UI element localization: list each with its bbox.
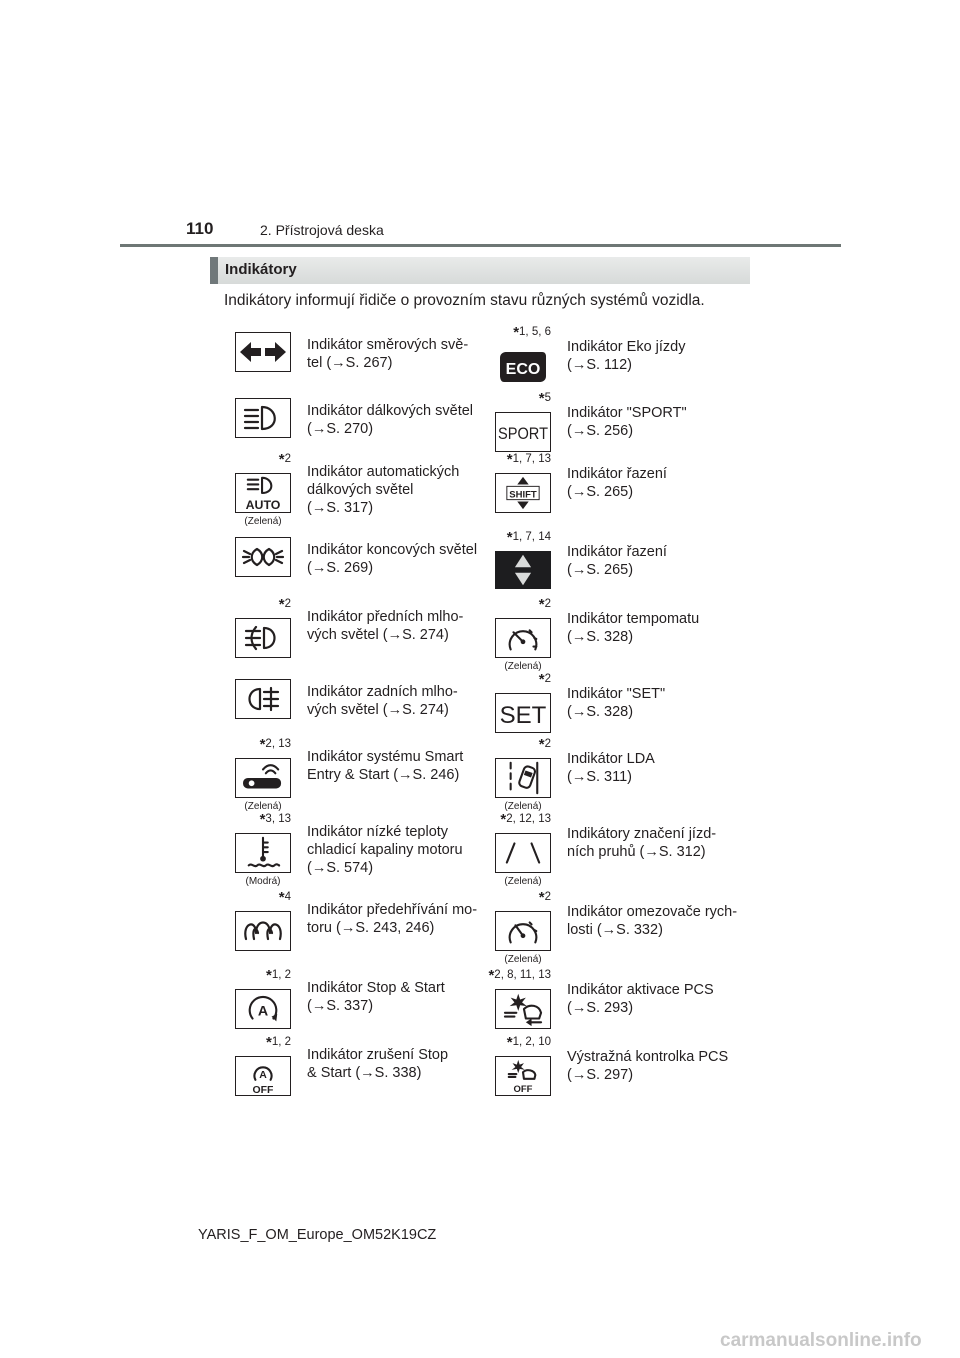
description-line: ních pruhů (→S. 312) xyxy=(567,844,706,860)
description-line: Indikátor předehřívání mo- xyxy=(307,902,478,918)
footnote-ref xyxy=(539,887,551,904)
description-line: Indikátor řazení xyxy=(567,466,667,482)
footnote-star: * xyxy=(265,1034,272,1051)
indicator-description xyxy=(307,823,463,877)
svg-text:ECO: ECO xyxy=(505,361,541,378)
description-line: Entry & Start (→S. 246) xyxy=(307,767,460,783)
footnote-numbers: 2, 8, 11, 13 xyxy=(494,969,551,981)
chapter-title: 2. Přístrojová deska xyxy=(260,222,384,238)
indicator-description xyxy=(567,465,667,501)
shift-icon xyxy=(495,473,551,513)
description-line: toru (→S. 243, 246) xyxy=(307,920,435,936)
description-line: Indikátor řazení xyxy=(567,544,667,560)
indicator-color-note: (Zelená) xyxy=(504,876,542,887)
footnote-ref xyxy=(539,734,551,751)
pcs-icon xyxy=(495,989,551,1029)
description-line: & Start (→S. 338) xyxy=(307,1065,422,1081)
high-beam-icon xyxy=(235,398,291,438)
footnote-ref xyxy=(266,965,291,982)
footnote-star: * xyxy=(259,736,266,753)
description-line: Indikátor Stop & Start xyxy=(307,980,445,996)
description-line: Indikátor omezovače rych- xyxy=(567,904,738,920)
stop-start-off-icon xyxy=(235,1056,291,1096)
footnote-numbers: 1, 5, 6 xyxy=(519,326,551,338)
footnote-ref xyxy=(500,809,551,826)
footnote-star: * xyxy=(538,390,545,407)
smart-entry-icon xyxy=(235,758,291,798)
footnote-ref xyxy=(260,809,291,826)
footnote-star: * xyxy=(259,811,266,828)
indicator-description xyxy=(307,1046,448,1082)
indicator-description xyxy=(567,338,685,374)
lda-icon xyxy=(495,758,551,798)
footnote-numbers: 5 xyxy=(544,392,551,404)
footnote-numbers: 1, 2 xyxy=(271,969,291,981)
footnote-star: * xyxy=(538,671,545,688)
footnote-star: * xyxy=(278,596,285,613)
footnote-numbers: 2 xyxy=(544,891,551,903)
footnote-ref xyxy=(279,887,291,904)
footnote-ref xyxy=(539,594,551,611)
turn-signal-icon xyxy=(235,332,291,372)
footnote-numbers: 2, 12, 13 xyxy=(506,813,551,825)
description-line: Indikátor "SET" xyxy=(567,686,666,702)
description-line: (→S. 297) xyxy=(567,1067,634,1083)
set-icon xyxy=(495,693,551,733)
footnote-star: * xyxy=(538,596,545,613)
description-line: dálkových světel xyxy=(307,482,414,498)
footnote-star: * xyxy=(506,451,513,468)
description-line: (→S. 112) xyxy=(567,357,633,373)
footnote-ref xyxy=(279,449,291,466)
indicator-description xyxy=(307,336,468,372)
description-line: Indikátor nízké teploty xyxy=(307,824,449,840)
footnote-numbers: 2, 13 xyxy=(265,738,291,750)
footnote-ref xyxy=(507,449,551,466)
description-line: (→S. 269) xyxy=(307,560,374,576)
description-line: Indikátory značení jízd- xyxy=(567,826,717,842)
footnote-numbers: 1, 7, 14 xyxy=(512,531,551,543)
pcs-warning-icon xyxy=(495,1056,551,1096)
svg-text:A: A xyxy=(259,1069,267,1081)
speed-limiter-icon xyxy=(495,911,551,951)
description-line: Indikátor tempomatu xyxy=(567,611,700,627)
low-coolant-temp-icon xyxy=(235,833,291,873)
indicator-color-note: (Zelená) xyxy=(504,801,542,812)
stop-start-icon xyxy=(235,989,291,1029)
tail-light-icon xyxy=(235,537,291,577)
description-line: chladicí kapaliny motoru xyxy=(307,842,463,858)
description-line: Indikátor Eko jízdy xyxy=(567,339,686,355)
svg-text:A: A xyxy=(257,1003,269,1020)
indicator-description xyxy=(567,981,714,1017)
svg-text:SET: SET xyxy=(499,702,547,729)
indicator-description xyxy=(567,404,687,440)
glow-plug-icon xyxy=(235,911,291,951)
footnote-star: * xyxy=(278,889,285,906)
indicator-description xyxy=(567,825,716,861)
footnote-numbers: 1, 2 xyxy=(271,1036,291,1048)
cruise-control-icon xyxy=(495,618,551,658)
indicator-color-note: (Zelená) xyxy=(504,954,542,965)
footnote-star: * xyxy=(538,889,545,906)
indicator-description xyxy=(307,901,477,937)
description-line: (→S. 328) xyxy=(567,704,634,720)
svg-text:OFF: OFF xyxy=(513,1084,533,1096)
description-line: (→S. 256) xyxy=(567,423,634,439)
eco-icon xyxy=(495,346,551,386)
sport-icon xyxy=(495,412,551,452)
footnote-ref xyxy=(507,527,551,544)
section-heading-marker xyxy=(210,257,218,284)
auto-high-beam-icon xyxy=(235,473,291,513)
description-line: (→S. 293) xyxy=(567,1000,634,1016)
shift-arrows-icon xyxy=(495,551,551,589)
document-footer: YARIS_F_OM_Europe_OM52K19CZ xyxy=(198,1227,437,1243)
footnote-ref xyxy=(279,594,291,611)
description-line: Indikátor automatických xyxy=(307,464,460,480)
footnote-star: * xyxy=(506,1034,513,1051)
footnote-numbers: 2 xyxy=(544,673,551,685)
indicator-description xyxy=(307,463,459,517)
description-line: (→S. 265) xyxy=(567,484,634,500)
description-line: (→S. 574) xyxy=(307,860,374,876)
description-line: (→S. 311) xyxy=(567,769,633,785)
footnote-numbers: 2 xyxy=(284,598,291,610)
description-line: Indikátor koncových světel xyxy=(307,542,478,558)
indicator-description xyxy=(567,543,667,579)
footnote-star: * xyxy=(265,967,272,984)
description-line: Indikátor dálkových světel xyxy=(307,403,474,419)
footnote-star: * xyxy=(278,451,285,468)
footnote-numbers: 4 xyxy=(284,891,291,903)
page-number: 110 xyxy=(186,219,214,238)
indicator-description xyxy=(307,683,458,719)
footnote-star: * xyxy=(500,811,507,828)
description-line: (→S. 328) xyxy=(567,629,634,645)
description-line: Indikátor systému Smart xyxy=(307,749,464,765)
description-line: Indikátor aktivace PCS xyxy=(567,982,714,998)
description-line: Indikátor směrových svě- xyxy=(307,337,469,353)
footnote-star: * xyxy=(513,324,520,341)
indicator-description xyxy=(567,1048,728,1084)
lane-marking-icon xyxy=(495,833,551,873)
description-line: (→S. 337) xyxy=(307,998,374,1014)
indicator-description xyxy=(307,748,463,784)
indicator-color-note: (Zelená) xyxy=(504,661,542,672)
description-line: (→S. 317) xyxy=(307,500,374,516)
svg-text:AUTO: AUTO xyxy=(245,498,281,513)
footnote-numbers: 1, 2, 10 xyxy=(512,1036,551,1048)
indicator-description xyxy=(567,685,665,721)
footnote-numbers: 2 xyxy=(544,598,551,610)
indicator-color-note: (Modrá) xyxy=(245,876,281,887)
header-rule xyxy=(120,244,841,247)
indicator-color-note: (Zelená) xyxy=(244,801,282,812)
footnote-numbers: 2 xyxy=(544,738,551,750)
indicator-description xyxy=(307,402,473,438)
footnote-star: * xyxy=(506,529,513,546)
indicator-description xyxy=(307,608,463,644)
footnote-numbers: 2 xyxy=(284,453,291,465)
section-title: Indikátory xyxy=(225,261,297,278)
indicator-description xyxy=(567,750,655,786)
footnote-ref xyxy=(539,388,551,405)
watermark: carmanualsonline.info xyxy=(720,1330,922,1351)
svg-text:OFF: OFF xyxy=(252,1085,274,1097)
footnote-ref xyxy=(266,1032,291,1049)
description-line: tel (→S. 267) xyxy=(307,355,393,371)
svg-text:SPORT: SPORT xyxy=(498,424,548,443)
description-line: Indikátor "SPORT" xyxy=(567,405,687,421)
description-line: Indikátor zadních mlho- xyxy=(307,684,458,700)
footnote-ref xyxy=(507,1032,551,1049)
description-line: (→S. 265) xyxy=(567,562,634,578)
description-line: Indikátor předních mlho- xyxy=(307,609,464,625)
footnote-numbers: 3, 13 xyxy=(265,813,291,825)
rear-fog-icon xyxy=(235,679,291,719)
indicator-description xyxy=(307,541,477,577)
section-heading-bar xyxy=(210,257,750,284)
description-line: Indikátor LDA xyxy=(567,751,655,767)
footnote-star: * xyxy=(488,967,495,984)
indicator-description xyxy=(567,610,699,646)
footnote-ref xyxy=(488,965,551,982)
indicator-color-note: (Zelená) xyxy=(244,516,282,527)
svg-text:SHIFT: SHIFT xyxy=(509,489,537,501)
indicator-description xyxy=(567,903,737,939)
footnote-star: * xyxy=(538,736,545,753)
footnote-numbers: 1, 7, 13 xyxy=(512,453,551,465)
description-line: Indikátor zrušení Stop xyxy=(307,1047,449,1063)
footnote-ref xyxy=(260,734,291,751)
description-line: Výstražná kontrolka PCS xyxy=(567,1049,729,1065)
section-intro: Indikátory informují řidiče o provozním stavu různých systémů vozidla. xyxy=(224,292,705,309)
footnote-ref xyxy=(539,669,551,686)
footnote-ref xyxy=(513,322,551,339)
description-line: losti (→S. 332) xyxy=(567,922,663,938)
description-line: vých světel (→S. 274) xyxy=(307,627,449,643)
description-line: (→S. 270) xyxy=(307,421,374,437)
description-line: vých světel (→S. 274) xyxy=(307,702,449,718)
front-fog-icon xyxy=(235,618,291,658)
indicator-description xyxy=(307,979,445,1015)
